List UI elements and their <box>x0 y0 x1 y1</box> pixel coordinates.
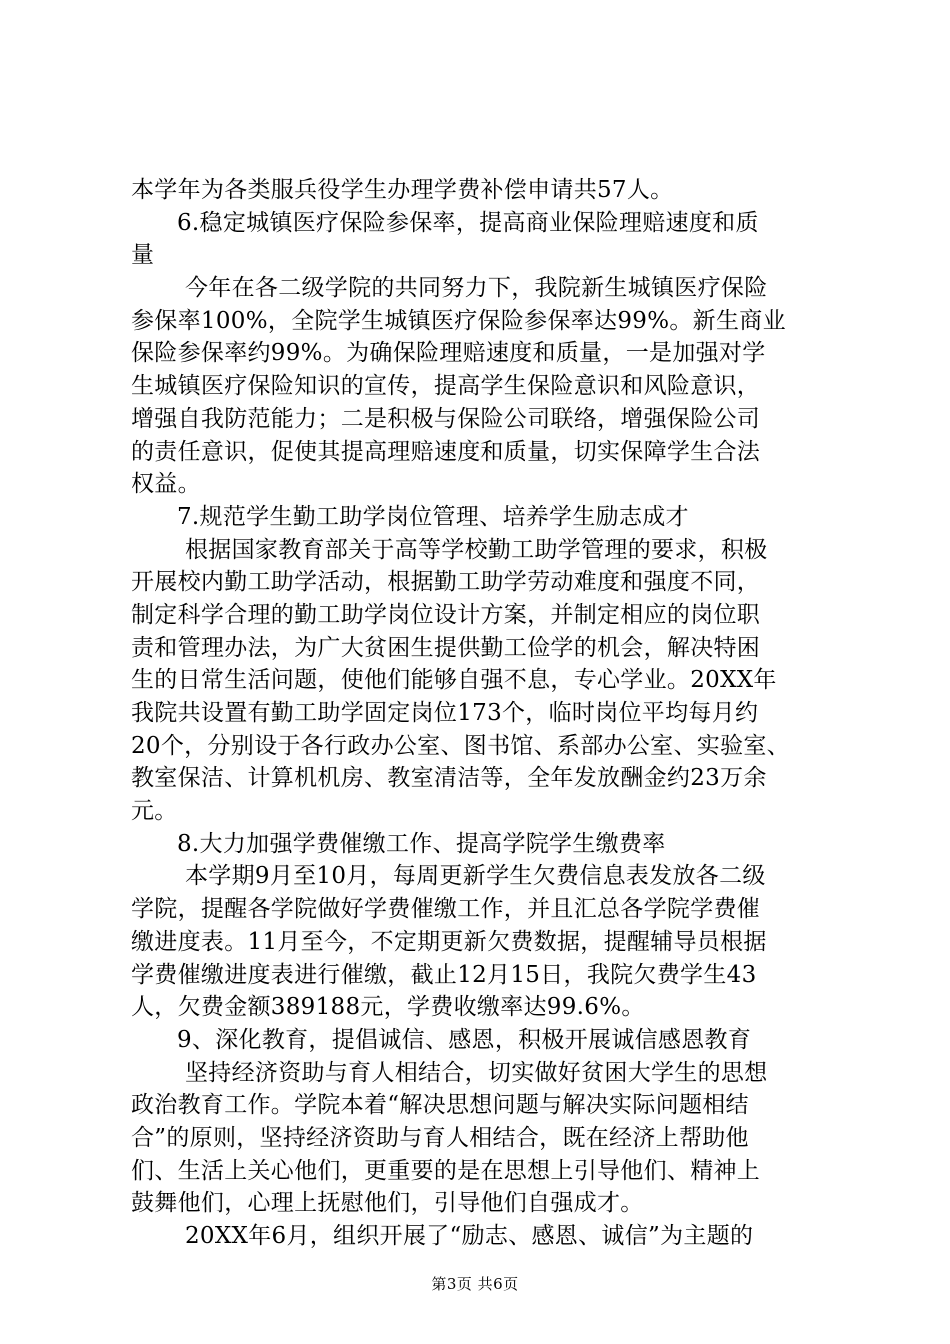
section-heading: 8.大力加强学费催缴工作、提高学院学生缴费率 <box>177 830 666 857</box>
paragraph-start: 坚持经济资助与育人相结合，切实做好贫困大学生的思想 <box>185 1059 768 1086</box>
text-line: 的责任意识，促使其提高理赔速度和质量，切实保障学生合法 <box>131 438 761 465</box>
text-line: 制定科学合理的勤工助学岗位设计方案，并制定相应的岗位职 <box>131 601 761 628</box>
text-line: 们、生活上关心他们，更重要的是在思想上引导他们、精神上 <box>131 1157 761 1184</box>
text-line: 学费催缴进度表进行催缴，截止12月15日，我院欠费学生43 <box>131 961 757 988</box>
paragraph-start: 20XX年6月，组织开展了“励志、感恩、诚信”为主题的 <box>185 1223 754 1249</box>
text-line: 缴进度表。11月至今，不定期更新欠费数据，提醒辅导员根据 <box>131 928 767 955</box>
text-line: 20个，分别设于各行政办公室、图书馆、系部办公室、实验室、 <box>131 732 790 759</box>
section-heading: 9、深化教育，提倡诚信、感恩，积极开展诚信感恩教育 <box>177 1026 752 1053</box>
text-line: 权益。 <box>131 471 201 498</box>
text-line: 量 <box>131 242 155 269</box>
text-line: 参保率100%，全院学生城镇医疗保险参保率达99%。新生商业 <box>131 307 786 334</box>
text-line: 教室保洁、计算机机房、教室清洁等，全年发放酬金约23万余 <box>131 765 767 792</box>
text-line: 生城镇医疗保险知识的宣传，提高学生保险意识和风险意识， <box>131 373 761 400</box>
text-line: 本学年为各类服兵役学生办理学费补偿申请共57人。 <box>131 177 674 203</box>
text-line: 合”的原则，坚持经济资助与育人相结合，既在经济上帮助他 <box>131 1124 749 1151</box>
text-line: 开展校内勤工助学活动，根据勤工助学劳动难度和强度不同， <box>131 569 761 596</box>
text-line: 责和管理办法，为广大贫困生提供勤工俭学的机会，解决特困 <box>131 634 761 661</box>
text-line: 生的日常生活问题，使他们能够自强不息，专心学业。20XX年 <box>131 667 777 694</box>
text-line: 鼓舞他们，心理上抚慰他们，引导他们自强成才。 <box>131 1190 644 1217</box>
section-heading: 6.稳定城镇医疗保险参保率，提高商业保险理赔速度和质 <box>177 209 759 236</box>
paragraph-start: 根据国家教育部关于高等学校勤工助学管理的要求，积极 <box>185 536 768 563</box>
paragraph-start: 今年在各二级学院的共同努力下，我院新生城镇医疗保险 <box>185 275 768 302</box>
text-line: 我院共设置有勤工助学固定岗位173个，临时岗位平均每月约 <box>131 700 759 726</box>
text-line: 元。 <box>131 798 178 825</box>
text-line: 增强自我防范能力；二是积极与保险公司联络，增强保险公司 <box>131 405 761 432</box>
section-heading: 7.规范学生勤工助学岗位管理、培养学生励志成才 <box>177 503 689 530</box>
paragraph-start: 本学期9月至10月，每周更新学生欠费信息表发放各二级 <box>185 863 766 890</box>
text-line: 保险参保率约99%。为确保险理赔速度和质量，一是加强对学 <box>131 340 766 367</box>
body-text <box>131 174 831 1253</box>
text-line: 政治教育工作。学院本着“解决思想问题与解决实际问题相结 <box>131 1092 749 1119</box>
page-number-footer: 第3页 共6页 <box>431 1275 519 1293</box>
text-line: 学院，提醒各学院做好学费催缴工作，并且汇总各学院学费催 <box>131 896 761 923</box>
text-line: 人，欠费金额389188元，学费收缴率达99.6%。 <box>131 994 645 1021</box>
